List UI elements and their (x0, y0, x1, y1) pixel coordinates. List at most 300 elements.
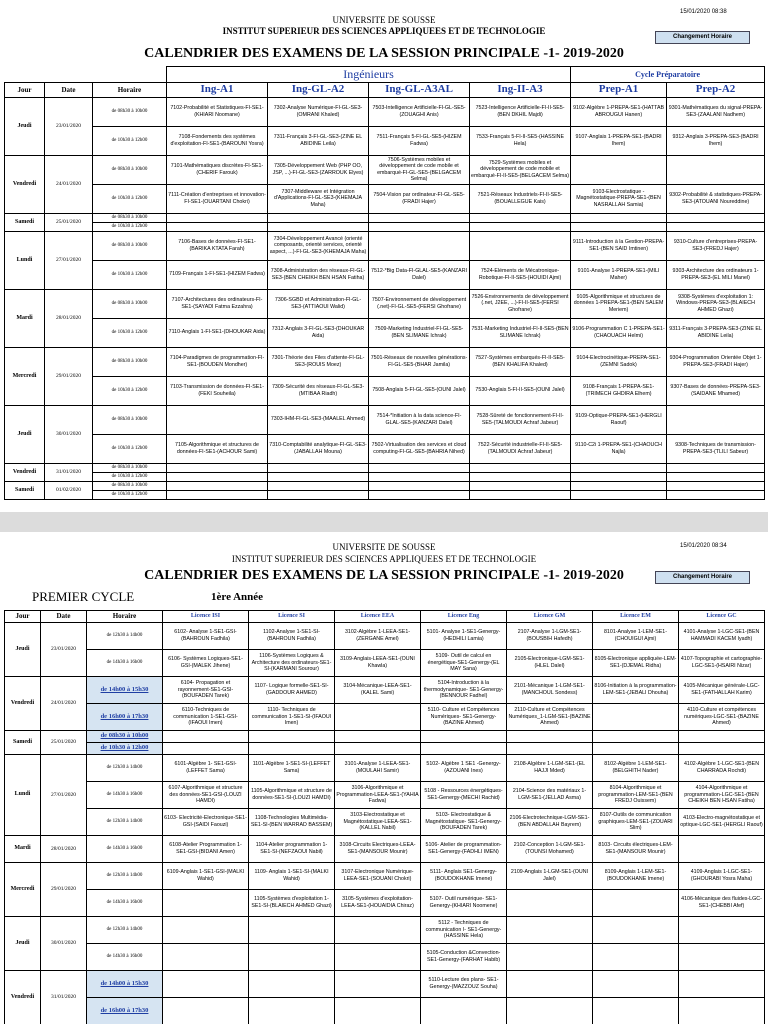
day-cell: Mercredi (5, 863, 41, 917)
exam-cell (167, 222, 268, 231)
exam-cell (268, 490, 369, 499)
exam-cell: 3103-Electrostatique et Magnétostatique-LEEA-SE1-(KALLEL Nabil) (335, 809, 421, 836)
exam-cell (667, 213, 765, 222)
exam-cell (571, 472, 667, 481)
day-cell: Lundi (5, 755, 41, 836)
exam-cell: 9103-Electrostatique - Magnétostatique-PREPA-SE1-(BEN NASRALLAH Samia) (571, 184, 667, 213)
exam-cell (679, 836, 765, 863)
exam-cell: 9109-Optique-PREPA-SE1-(HERGLI Raouf) (571, 405, 667, 434)
table-row (5, 704, 765, 731)
exam-cell (470, 463, 571, 472)
exam-cell (571, 490, 667, 499)
time-cell: de 08h30 à 10h00 (93, 481, 167, 490)
exam-cell (593, 704, 679, 731)
level-header: Ing-II-A3 (470, 83, 571, 98)
exam-cell (167, 405, 268, 434)
time-cell: de 10h30 à 12h00 (93, 318, 167, 347)
exam-cell: 8102-Algèbre 1-LEM-SE1-(BELGHITH Nader) (593, 755, 679, 782)
exam-cell: 9312-Anglais 3-PREPA-SE3-(BADRI Ihem) (667, 126, 765, 155)
exam-cell (593, 944, 679, 971)
exam-cell (421, 998, 507, 1024)
exam-cell: 8104-Algorithmique et programmation-LEM-SE1-(BEN FREDJ Ouissem) (593, 782, 679, 809)
date-cell: 27/01/2020 (41, 755, 87, 836)
time-cell: de 08h30 à 10h00 (93, 463, 167, 472)
exam-cell (571, 155, 667, 184)
blank-cell (5, 67, 167, 83)
exam-cell: 8109-Anglais 1-LEM-SE1-(BOUDOKHANE Imene) (593, 863, 679, 890)
column-header-1: Date (41, 611, 87, 623)
exam-cell (421, 731, 507, 743)
exam-cell: 6107-Algorithmique et structure des données-SE1-GSI-(LOUZI HAMDI) (163, 782, 249, 809)
exam-cell: 9301-Mathématiques du signal-PREPA-SE3-(ZAALANI Nadhem) (667, 97, 765, 126)
level-header: Ing-A1 (167, 83, 268, 98)
column-header-0: Jour (5, 83, 45, 98)
exam-cell: 6108-Atelier Programmation 1-SE1-GSI-(BIDANI Amen) (163, 836, 249, 863)
exam-cell: 9110-C2i 1-PREPA-SE1-(CHAOUCH Najla) (571, 434, 667, 463)
table-row (5, 213, 765, 222)
exam-cell: 4105-Mécanique générale-LGC-SE1-(FATHALLAH Karim) (679, 677, 765, 704)
exam-cell: 6104- Propagation et rayonnement-SE1-GSI-(BOUFADEN Tarek) (163, 677, 249, 704)
change-schedule-button[interactable]: Changement Horaire (655, 571, 750, 584)
column-header-0: Jour (5, 611, 41, 623)
time-cell: de 08h30 à 10h00 (93, 405, 167, 434)
time-cell: de 10h30 à 12h00 (93, 490, 167, 499)
day-cell: Jeudi (5, 917, 41, 971)
time-cell: de 12h30 à 14h00 (87, 755, 163, 782)
time-cell: de 12h30 à 14h00 (87, 809, 163, 836)
exam-cell: 7502-Virtualisation des services et cloud computing-FI-GL-SE5-(BAHRIA Nihed) (369, 434, 470, 463)
exam-cell: 9101-Analyse 1-PREPA-SE1-(MILI Maher) (571, 260, 667, 289)
exam-cell: 5105-Conduction &Convection-SE1-Genergy-(FARHAT Habib) (421, 944, 507, 971)
table-row (5, 318, 765, 347)
exam-cell: 4101-Analyse 1-LGC-SE1-(BEN HAMMADI KACEM Iyadh) (679, 623, 765, 650)
time-cell: de 14h30 à 16h00 (87, 836, 163, 863)
exam-cell (268, 472, 369, 481)
exam-cell (593, 917, 679, 944)
exam-cell: 3104-Mécanique-LEEA-SE1-(KALEL Sami) (335, 677, 421, 704)
print-date: 15/01/2020 08:34 (680, 543, 727, 549)
level-header: Prep-A2 (667, 83, 765, 98)
time-cell: de 10h30 à 12h00 (93, 184, 167, 213)
exam-cell: 8106-Initiation à la programmation-LEM-SE1-(JEBALI Dhouha) (593, 677, 679, 704)
table-row (5, 155, 765, 184)
table-row (5, 490, 765, 499)
time-cell: de 10h30 à 12h00 (93, 472, 167, 481)
exam-cell: 7512-*Big Data-FI-GLAL-SE5-(KANZARI Dalel) (369, 260, 470, 289)
exam-cell (679, 971, 765, 998)
exam-cell: 8101-Analyse 1-LEM-SE1-(CHOUIGUI Ajmi) (593, 623, 679, 650)
exam-cell: 3102-Algèbre 1-LEEA-SE1-(ZERGANE Amel) (335, 623, 421, 650)
exam-cell: 3107-Electronique Numérique-LEEA-SE1-(SOUANI Chokri) (335, 863, 421, 890)
exam-cell (163, 917, 249, 944)
time-cell: de 14h30 à 16h00 (87, 890, 163, 917)
exam-cell: 7511-Français 5-FI-GL-SE5-(HIZEM Fadwa) (369, 126, 470, 155)
exam-cell: 5111- Anglais SE1-Genergy-(BOUDOKHANE Imene) (421, 863, 507, 890)
exam-cell (667, 490, 765, 499)
day-cell: Vendredi (5, 155, 45, 213)
table-row (5, 347, 765, 376)
table-row (5, 743, 765, 755)
exam-cell: 7107-Architectures des ordinateurs-FI-SE1-(SAYADI Fatma Ezzahra) (167, 289, 268, 318)
exam-cell (667, 222, 765, 231)
exam-cell (507, 998, 593, 1024)
exam-cell (667, 405, 765, 434)
day-cell: Vendredi (5, 677, 41, 731)
licence-header: Licence GC (679, 611, 765, 623)
table-row (5, 405, 765, 434)
exam-cell: 7111-Création d'entreprises et innovation-FI-SE1-(OUARTANI Chokri) (167, 184, 268, 213)
day-cell: Jeudi (5, 623, 41, 677)
time-cell: de 08h30 à 10h00 (93, 231, 167, 260)
exam-cell: 8105-Electronique appliquée-LEM-SE1-(DJEMAL Ridha) (593, 650, 679, 677)
exam-cell (335, 917, 421, 944)
time-cell: de 14h00 à 15h30 (87, 971, 163, 998)
exam-cell: 9105-Algorithmique et structures de données 1-PREPA-SE1-(BEN SALEM Meriem) (571, 289, 667, 318)
exam-cell (593, 731, 679, 743)
level-header: Ing-GL-A2 (268, 83, 369, 98)
university-name: UNIVERSITE DE SOUSSE (332, 15, 436, 25)
schedule-page-first-cycle (0, 532, 768, 1024)
licence-header: Licence ISI (163, 611, 249, 623)
exam-cell (679, 917, 765, 944)
table-row (5, 222, 765, 231)
change-schedule-button[interactable]: Changement Horaire (655, 31, 750, 44)
day-cell: Samedi (5, 213, 45, 231)
exam-cell (507, 944, 593, 971)
exam-cell: 6101-Algèbre 1- SE1-GSI-(LEFFET Sama) (163, 755, 249, 782)
exam-cell: 7305-Développement Web (PHP OO, JSP, ...)-FI-GL-SE3-(ZARROUK Elyes) (268, 155, 369, 184)
licence-header: Licence Eng (421, 611, 507, 623)
exam-cell: 3101-Analyse 1-LEEA-SE1-(MOULAHI Samir) (335, 755, 421, 782)
university-name: UNIVERSITE DE SOUSSE (332, 542, 436, 552)
exam-cell (470, 481, 571, 490)
exam-cell: 1107- Logique formelle-SE1-SI-(GADDOUR AHMED) (249, 677, 335, 704)
date-cell: 28/01/2020 (45, 289, 93, 347)
exam-cell: 7105-Algorithmique et structures de données-FI-SE1-(ACHOUR Sami) (167, 434, 268, 463)
exam-cell (470, 490, 571, 499)
exam-cell: 7528-Sûreté de fonctionnement-FI-II-SE5-(TALMOUDI Achraf Jabeur) (470, 405, 571, 434)
time-cell: de 10h30 à 12h00 (93, 222, 167, 231)
day-cell: Jeudi (5, 405, 45, 463)
exam-cell (369, 490, 470, 499)
table-row (5, 863, 765, 890)
exam-cell: 9107-Anglais 1-PREPA-SE1-(BADRI Ihem) (571, 126, 667, 155)
date-cell: 31/01/2020 (45, 463, 93, 481)
licence-header: Licence SI (249, 611, 335, 623)
group-engineers: Ingénieurs (167, 67, 571, 83)
table-row (5, 731, 765, 743)
table-row (5, 289, 765, 318)
time-cell: de 10h30 à 12h00 (87, 743, 163, 755)
licence-header: Licence GM (507, 611, 593, 623)
exam-cell: 1105-Systèmes d'exploitation 1-SE1-SI-(BLAIECH AHMED Ghazi) (249, 890, 335, 917)
exam-cell (593, 971, 679, 998)
exam-cell (163, 731, 249, 743)
exam-cell (507, 890, 593, 917)
exam-cell: 3105-Systèmes d'exploitation-LEEA-SE1-(HOUAIDIA Chiraz) (335, 890, 421, 917)
time-cell: de 12h30 à 14h00 (87, 917, 163, 944)
exam-cell: 7103-Transmission de données-FI-SE1-(FEKI Souheila) (167, 376, 268, 405)
date-cell: 23/01/2020 (45, 97, 93, 155)
time-cell: de 16h00 à 17h30 (87, 998, 163, 1024)
time-cell: de 10h30 à 12h00 (93, 376, 167, 405)
exam-cell: 8107-Outils de communication graphiques-LEM-SE1-(ZOUARI Slim) (593, 809, 679, 836)
date-cell: 25/01/2020 (45, 213, 93, 231)
time-cell: de 14h00 à 15h30 (87, 677, 163, 704)
exam-cell: 7312-Anglais 3-FI-GL-SE3-(DHOUKAR Aida) (268, 318, 369, 347)
exam-cell: 7102-Probabilité et Statistiques-FI-SE1-(KHIARI Noomane) (167, 97, 268, 126)
exam-cell: 4104-Algorithmique et programmation-LGC-SE1-(BEN CHEIKH BEN HSAN Fatiha) (679, 782, 765, 809)
exam-cell: 2105-Electronique-LGM-SE1-(HLEL Dalel) (507, 650, 593, 677)
table-row (5, 944, 765, 971)
exam-cell: 1104-Atelier programmation 1-SE1-SI-(NEFZAOUI Nabil) (249, 836, 335, 863)
exam-cell: 2106-Electrotechnique-LGM-SE1-(BEN ABDALLAH Bayrem) (507, 809, 593, 836)
exam-cell (335, 944, 421, 971)
exam-cell: 7524-Eléments de Mécatronique-Robotique-FI-II-SE5-(HOUIDI Ajmi) (470, 260, 571, 289)
exam-cell (249, 917, 335, 944)
exam-cell: 7533-Français 5-FI-II-SE5-(HASSINE Hela) (470, 126, 571, 155)
exam-cell (679, 731, 765, 743)
exam-cell (335, 731, 421, 743)
date-cell: 25/01/2020 (41, 731, 87, 755)
exam-cell: 2108-Algèbre 1-LGM-SE1-(EL HAJJI Mded) (507, 755, 593, 782)
exam-cell (507, 971, 593, 998)
exam-cell: 7531-Marketing Industriel-FI-II-SE5-(BEN SLIMANE Ichrak) (470, 318, 571, 347)
day-cell: Samedi (5, 731, 41, 755)
exam-cell (667, 472, 765, 481)
exam-cell (268, 463, 369, 472)
exam-cell: 7304-Développement Avancé (orienté composants, orienté services, orienté aspect, ...)-FI-GL-SE3-(KHEMAJA Maha) (268, 231, 369, 260)
time-cell: de 12h30 à 14h00 (87, 623, 163, 650)
exam-cell: 7303-IHM-FI-GL-SE3-(MAALEL Ahmed) (268, 405, 369, 434)
exam-cell (679, 944, 765, 971)
exam-cell (593, 998, 679, 1024)
exam-cell (167, 463, 268, 472)
date-cell: 24/01/2020 (45, 155, 93, 213)
exam-cell: 9304-Programmation Orientée Objet 1-PREPA-SE3-(FRADI Hajer) (667, 347, 765, 376)
exam-cell (470, 472, 571, 481)
page-separator (0, 512, 768, 532)
day-cell: Vendredi (5, 971, 41, 1024)
exam-cell: 1110- Techniques de communication 1-SE1-SI-(IFAOUI Imen) (249, 704, 335, 731)
exam-cell: 7101-Mathématiques discrètes-FI-SE1-(CHERIF Farouk) (167, 155, 268, 184)
exam-cell: 5107- Outil numérique- SE1-Genergy-(KHIARI Noomene) (421, 890, 507, 917)
exam-cell (335, 704, 421, 731)
table-row (5, 998, 765, 1024)
exam-cell: 2110-Culture et Compétences Numériques_1-LGM-SE1-(BAZINE Ahmed) (507, 704, 593, 731)
exam-cell (667, 481, 765, 490)
exam-cell (369, 463, 470, 472)
exam-cell: 9311-Français 3-PREPA-SE3-(ZINE EL ABIDINE Leila) (667, 318, 765, 347)
date-cell: 01/02/2020 (45, 481, 93, 499)
exam-cell (571, 463, 667, 472)
exam-cell: 7506-Systèmes mobiles et développement de code mobile et embarqué-FI-GL-SE5-(BELGACEM Selma) (369, 155, 470, 184)
exam-cell: 1105-Algorithmique et structure de données-SE1-SI-(LOUZI HAMDI) (249, 782, 335, 809)
time-cell: de 08h30 à 10h00 (87, 731, 163, 743)
exam-cell: 4106-Mécanique des fluides-LGC-SE1-(CHEBBI Afef) (679, 890, 765, 917)
exam-cell: 7501-Réseaux de nouvelles générations-FI-GL-SE5-(BHAR Jamila) (369, 347, 470, 376)
table-row (5, 434, 765, 463)
exam-cell: 9111-Introduction à la Gestion-PREPA-SE1-(BEN SAID Imtinen) (571, 231, 667, 260)
time-cell: de 08h30 à 10h00 (93, 289, 167, 318)
exam-cell: 7507-Environnement de développement (.net)-FI-GL-SE5-(FERSI Ghofrane) (369, 289, 470, 318)
time-cell: de 16h00 à 17h30 (87, 704, 163, 731)
exam-cell (249, 998, 335, 1024)
exam-cell: 3109-Anglais-LEEA-SE1-(OUNI Khawla) (335, 650, 421, 677)
time-cell: de 08h30 à 10h00 (93, 155, 167, 184)
exam-cell (249, 731, 335, 743)
day-cell: Jeudi (5, 97, 45, 155)
exam-cell (268, 222, 369, 231)
exam-cell: 9308-Techniques de transmission-PREPA-SE3-(TLILI Sabeur) (667, 434, 765, 463)
exam-cell (507, 917, 593, 944)
table-row (5, 890, 765, 917)
exam-cell (335, 971, 421, 998)
exam-cell: 5103- Electrostatique & Magnétostatique- SE1-Genergy-(BOUFADEN Tarek) (421, 809, 507, 836)
exam-cell: 7104-Paradigmes de programmation-FI-SE1-(BOUDEN Mondher) (167, 347, 268, 376)
exam-cell (507, 743, 593, 755)
table-row (5, 836, 765, 863)
table-row (5, 481, 765, 490)
exam-cell: 5112 - Techniques de communication I- SE1-Genergy-(HASSINE Hela) (421, 917, 507, 944)
exam-cell: 8103- Circuits électriques-LEM-SE1-(MANSOUR Mounir) (593, 836, 679, 863)
exam-cell (679, 998, 765, 1024)
exam-cell: 2101-Mécanique 1-LGM-SE1-(MANCHOUL Sondess) (507, 677, 593, 704)
exam-cell: 2102-Conception 1-LGM-SE1-(TOUNSI Mohamed) (507, 836, 593, 863)
year-title: 1ère Année (211, 591, 264, 603)
exam-cell (268, 213, 369, 222)
exam-cell: 7302-Analyse Numérique-FI-GL-SE3-(OMRANI Khaled) (268, 97, 369, 126)
exam-cell: 7309-Sécurité des réseaux-FI-GL-SE3-(MTIBAA Riadh) (268, 376, 369, 405)
exam-cell (163, 743, 249, 755)
time-cell: de 08h30 à 10h00 (93, 97, 167, 126)
exam-cell: 2104-Science des matériaux 1-LGM-SE1-(JELLAD Asma) (507, 782, 593, 809)
exam-cell (167, 490, 268, 499)
exam-cell: 7504-Vision par ordinateur-FI-GL-SE5-(FRADI Hajer) (369, 184, 470, 213)
exam-cell (249, 971, 335, 998)
exam-cell: 7509-Marketing Industriel-FI-GL-SE5-(BEN SLIMANE Ichrak) (369, 318, 470, 347)
exam-cell (369, 222, 470, 231)
exam-cell: 7306-SGBD et Administration-FI-GL-SE3-(ATTIAOUI Walid) (268, 289, 369, 318)
table-row (5, 623, 765, 650)
exam-cell (571, 213, 667, 222)
exam-cell: 2107-Analyse 1-LGM-SE1-(BOUSBIH Hafedh) (507, 623, 593, 650)
column-header-2: Horaire (93, 83, 167, 98)
exam-cell: 5106- Atelier de programmation- SE1-Genergy-(FADHLI IMEN) (421, 836, 507, 863)
exam-cell: 9307-Bases de données-PREPA-SE3-(SAIDANE Mhamed) (667, 376, 765, 405)
exam-cell (667, 155, 765, 184)
table-row (5, 231, 765, 260)
exam-cell (249, 944, 335, 971)
exam-cell: 7523-Intelligence Artificielle-FI-II-SE5-(BEN DKHIL Majdi) (470, 97, 571, 126)
time-cell: de 10h30 à 12h00 (93, 434, 167, 463)
table-row (5, 126, 765, 155)
exam-cell: 5110- Culture et Compétences Numériques- SE1-Genergy-(BAZINE Ahmed) (421, 704, 507, 731)
exam-cell: 1101-Algèbre 1-SE1-SI-(LEFFET Sama) (249, 755, 335, 782)
exam-cell: 7307-Middleware et Intégration d'Applications-FI-GL-SE3-(KHEMAJA Maha) (268, 184, 369, 213)
table-row (5, 463, 765, 472)
table-row (5, 971, 765, 998)
table-row (5, 650, 765, 677)
exam-cell (571, 481, 667, 490)
exam-cell (507, 731, 593, 743)
exam-cell: 9303-Architecture des ordinateurs 1-PREPA-SE3-(EL MILI Manel) (667, 260, 765, 289)
date-cell: 31/01/2020 (41, 971, 87, 1024)
exam-cell (470, 222, 571, 231)
day-cell: Mercredi (5, 347, 45, 405)
exam-cell: 7108-Fondements des systèmes d'exploitation-FI-SE1-(BAROUNI Yosra) (167, 126, 268, 155)
day-cell: Mardi (5, 289, 45, 347)
exam-cell: 9308-Systèmes d'exploitation 1: Windows-PREPA-SE3-(BLAIECH AHMED Ghazi) (667, 289, 765, 318)
exam-cell: 9102-Algèbre 1-PREPA-SE1-(HATTAB ABROUGUI Hanen) (571, 97, 667, 126)
exam-cell (470, 213, 571, 222)
exam-cell (167, 481, 268, 490)
exam-cell (593, 890, 679, 917)
licence-header: Licence EM (593, 611, 679, 623)
exam-cell: 9302-Probabilité & statistiques-PREPA-SE3-(ATOUANI Noureddine) (667, 184, 765, 213)
exam-cell: 7529-Systèmes mobiles et développement de code mobile et embarqué-FI-II-SE5-(BELGACEM Selma) (470, 155, 571, 184)
calendar-title: CALENDRIER DES EXAMENS DE LA SESSION PRINCIPALE -1- 2019-2020 (144, 568, 624, 583)
exam-cell: 5108 - Ressources énergétiques- SE1-Genergy-(MECHI Rachid) (421, 782, 507, 809)
time-cell: de 08h30 à 10h00 (93, 213, 167, 222)
exam-cell: 7110-Anglais 1-FI-SE1-(DHOUKAR Aida) (167, 318, 268, 347)
exam-cell (167, 213, 268, 222)
date-cell: 30/01/2020 (45, 405, 93, 463)
engineering-schedule-table (4, 66, 765, 500)
exam-cell (421, 743, 507, 755)
exam-cell (163, 998, 249, 1024)
exam-cell (571, 222, 667, 231)
exam-cell: 1106-Systèmes Logiques & Architecture des ordinateurs-SE1-SI-(KARMANI Sourour) (249, 650, 335, 677)
day-cell: Mardi (5, 836, 41, 863)
exam-cell: 6109-Anglais 1-SE1-GSI-(MALKI Wahid) (163, 863, 249, 890)
exam-cell (268, 481, 369, 490)
date-cell: 24/01/2020 (41, 677, 87, 731)
exam-cell: 3108-Circuits Electriques-LEEA-SE1-(MANSOUR Mounir) (335, 836, 421, 863)
print-date: 15/01/2020 08:38 (680, 9, 727, 15)
level-header: Ing-GL-A3AL (369, 83, 470, 98)
date-cell: 29/01/2020 (41, 863, 87, 917)
exam-cell (667, 463, 765, 472)
column-header-2: Horaire (87, 611, 163, 623)
exam-cell: 5104-Introduction à la thermodynamique- SE1-Genergy-(BENNOUR Fadhel) (421, 677, 507, 704)
exam-cell: 7301-Théorie des Files d'attente-FI-GL-SE3-(ROUIS Moez) (268, 347, 369, 376)
exam-cell: 4110-Culture et compétences numériques-LGC-SE1-(BAZINE Ahmed) (679, 704, 765, 731)
exam-cell: 5101- Analyse 1-SE1-Genergy-(HEDHILI Lamia) (421, 623, 507, 650)
exam-cell: 5109- Outil de calcul en énergétique-SE1-Genergy-(EL MAY Sana) (421, 650, 507, 677)
exam-cell: 4102-Algèbre 1-LGC-SE1-(BEN CHARRADA Rochdi) (679, 755, 765, 782)
exam-cell: 7530-Anglais 5-FI-II-SE5-(OUNI Jalel) (470, 376, 571, 405)
exam-cell (335, 743, 421, 755)
table-row (5, 376, 765, 405)
licence-header: Licence EEA (335, 611, 421, 623)
day-cell: Lundi (5, 231, 45, 289)
exam-cell (163, 944, 249, 971)
exam-cell: 5102- Algèbre 1 SE1 -Genergy-(AZOUANI Ines) (421, 755, 507, 782)
exam-cell: 7310-Comptabilité analytique-FI-GL-SE3-(JABALLAH Mouna) (268, 434, 369, 463)
exam-cell (369, 472, 470, 481)
time-cell: de 14h30 à 16h00 (87, 944, 163, 971)
exam-cell: 6103- Electricité-Electronique-SE1-GSI-(SAIDI Faouzi) (163, 809, 249, 836)
exam-cell: 3106-Algorithmique et Programmation-LEEA-SE1-(YAHIA Fadwa) (335, 782, 421, 809)
table-row (5, 755, 765, 782)
exam-cell: 2109-Anglais 1-LGM-SE1-(OUNI Jalel) (507, 863, 593, 890)
exam-cell (167, 472, 268, 481)
exam-cell (163, 890, 249, 917)
time-cell: de 08h30 à 10h00 (93, 347, 167, 376)
first-cycle-schedule-table (4, 610, 765, 1024)
date-cell: 23/01/2020 (41, 623, 87, 677)
